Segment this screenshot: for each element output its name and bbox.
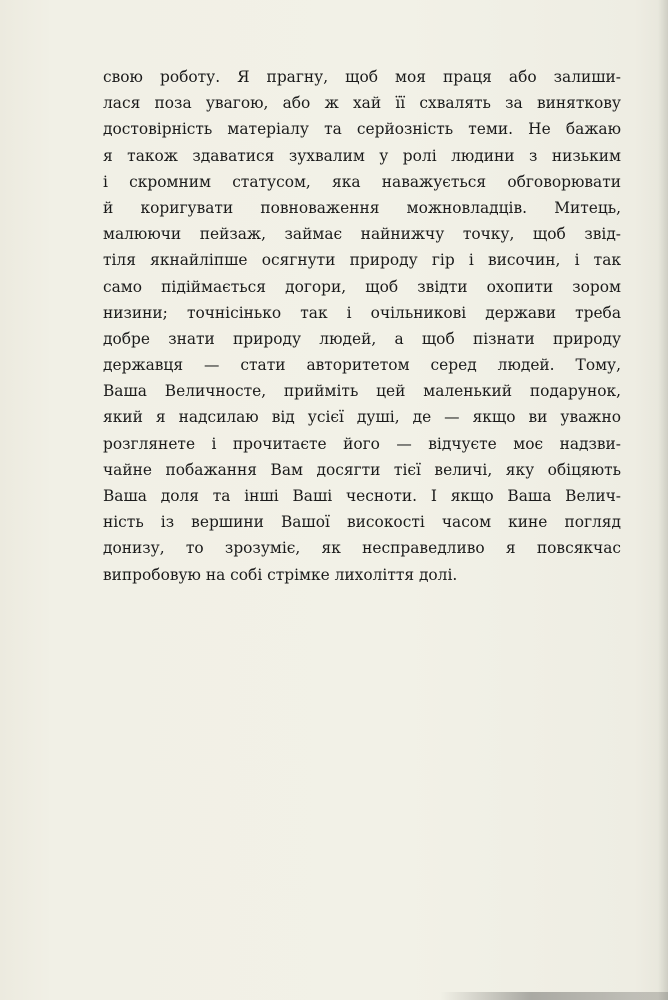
text-line: само підіймається догори, щоб звідти охопити зором [103,277,621,296]
text-line: низини; точнісінько так і очільникові держави треба [103,303,621,322]
text-line: Ваша Величносте, прийміть цей маленький подарунок, [103,382,621,401]
text-line: чайне побажання Вам досягти тієї величі, яку обіцяють [103,460,621,479]
text-line: ність із вершини Вашої високості часом кине погляд [103,513,621,532]
text-line: і скромним статусом, яка наважується обговорювати [103,172,621,191]
text-line: я також здаватися зухвалим у ролі людини з низьким [103,146,621,165]
text-line: лася поза увагою, або ж хай її схвалять за виняткову [103,94,621,113]
text-line: добре знати природу людей, а щоб пізнати природу [103,329,621,348]
text-line: розглянете і прочитаєте його — відчуєте моє надзви- [103,434,621,453]
text-line: свою роботу. Я прагну, щоб моя праця або залиши- [103,68,621,86]
bottom-edge-shadow [440,992,668,1000]
text-line: малюючи пейзаж, займає найнижчу точку, щоб звід- [103,225,621,244]
text-line: достовірність матеріалу та серйозність теми. Не бажаю [103,120,621,139]
text-line: й коригувати повноваження можновладців. Митець, [103,198,621,217]
text-line: тіля якнайліпше осягнути природу гір і височин, і так [103,251,621,270]
text-line: Ваша доля та інші Ваші чесноти. І якщо Ваша Велич- [103,487,621,505]
text-line: донизу, то зрозуміє, як несправедливо я повсякчас [103,539,621,558]
text-line: який я надсилаю від усієї душі, де — якщо ви уважно [103,408,621,427]
text-line: державця — стати авторитетом серед людей. Тому, [103,356,621,375]
page-edge-shadow [658,0,668,1000]
text-line-last: випробовую на собі стрімке лихоліття долі. [103,565,458,584]
body-text [103,64,621,588]
